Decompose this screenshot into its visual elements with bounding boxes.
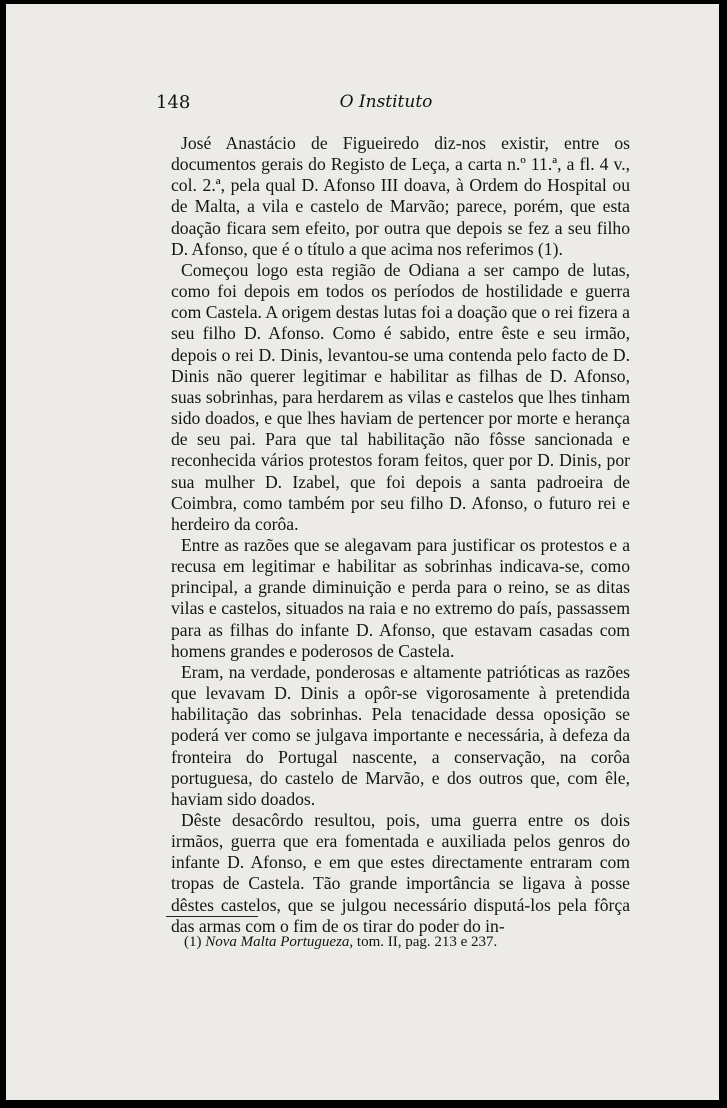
paragraph: Dêste desacôrdo resultou, pois, uma guerra entre os dois irmãos, guerra que era fomentada e auxiliada pelos genros do infante D. Afonso, e em que estes directamente entraram com tropas de Castela. Tão grande importância se ligava à posse dêstes castelos, que se julgou necessário disputá-los pela fôrça das armas com o fim de os tirar do poder do in- — [171, 810, 630, 936]
footnote-marker: (1) — [184, 934, 202, 950]
footnote-divider — [166, 916, 258, 917]
paragraph: Eram, na verdade, ponderosas e altamente patrióticas as razões que levavam D. Dinis a opôr-se vigorosamente à pretendida habilitação das sobrinhas. Pela tenacidade dessa oposição se poderá ver como se julgava importante e necessária, à defeza da fronteira do Portugal nascente, a conservação, na corôa portuguesa, do castelo de Marvão, e dos outros que, com êle, haviam sido doados. — [171, 661, 630, 809]
footnote-title: Nova Malta Portugueza, — [205, 934, 354, 950]
paragraph: Entre as razões que se alegavam para justificar os protestos e a recusa em legitimar e habilitar as sobrinhas indicava-se, como principal, a grande diminuição e perda para o reino, se as ditas vilas e castelos, situados na raia e no extremo do país, passassem para as filhas do infante D. Afonso, que estavam casadas com homens grandes e poderosos de Castela. — [171, 534, 630, 661]
footnote-reference: tom. II, pag. 213 e 237. — [356, 934, 498, 950]
page-header — [156, 92, 636, 120]
body-text — [171, 133, 630, 937]
paragraph: Começou logo esta região de Odiana a ser campo de lutas, como foi depois em todos os períodos de hostilidade e guerra com Castela. A origem destas lutas foi a doação que o rei fizera a seu filho D. Afonso. Como é sabido, entre êste e seu irmão, depois o rei D. Dinis, levantou-se uma contenda pelo facto de D. Dinis não querer legitimar e habilitar as filhas de D. Afonso, suas sobrinhas, para herdarem as vilas e castelos que lhes tinham sido doados, e que lhes haviam de pertencer por morte e herança de seu pai. Para que tal habilitação não fôsse sancionada e reconhecida vários protestos foram feitos, quer por D. Dinis, por sua mulher D. Izabel, que foi depois a santa padroeira de Coimbra, como também por seu filho D. Afonso, o futuro rei e herdeiro da corôa. — [171, 259, 630, 534]
book-page — [6, 4, 719, 1100]
running-title: O Instituto — [339, 92, 433, 112]
paragraph: José Anastácio de Figueiredo diz-nos existir, entre os documentos gerais do Registo de Leça, a carta n.º 11.ª, a fl. 4 v., col. 2.ª, pela qual D. Afonso III doava, à Ordem do Hospital ou de Malta, a vila e castelo de Marvão; parece, porém, que esta doação ficara sem efeito, por outra que depois se fez a seu filho D. Afonso, que é o título a que acima nos referimos (1). — [171, 133, 630, 259]
page-number: 148 — [156, 92, 191, 113]
footnote — [184, 934, 604, 951]
